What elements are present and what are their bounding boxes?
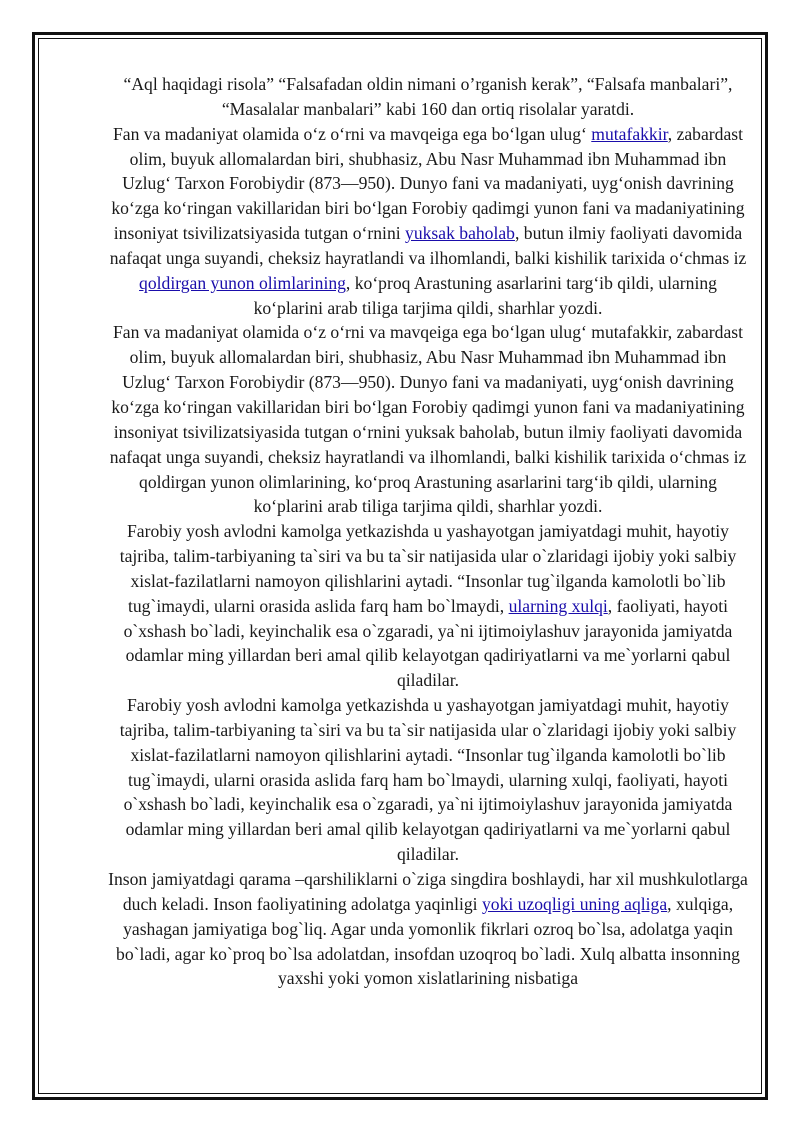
- document-body: [108, 72, 748, 991]
- paragraph-1: [108, 72, 748, 122]
- text-span: Inson jamiyatdagi qarama –qarshiliklarni o`ziga singdira boshlaydi, har xil mushkulotlarga duch keladi. Inson faoliyatining adolatga yaqinligi: [108, 869, 748, 914]
- text-span: , koʻproq Arastuning asarlarini targʻib qildi, ularning koʻplarini arab tiliga tarjima qildi, sharhlar yozdi.: [253, 272, 717, 318]
- text-span: Fan va madaniyat olamida oʻz oʻrni va mavqeiga ega boʻlgan ulugʻ mutafakkir, zabardast olim, buyuk allomalardan biri, shubhasiz, Abu Nasr Muhammad ibn Muhammad ibn Uzlugʻ Tarxon Forobiydir (873—950). Dunyo fani va madaniyati, uygʻonish davrining koʻzga koʻringan vakillaridan biri boʻlgan Forobiy qadimgi yunon fani va madaniyatining insoniyat tsivilizatsiyasida tutgan oʻrnini yuksak baholab, butun ilmiy faoliyati davomida nafaqat unga suyandi, cheksiz hayratlandi va ilhomlandi, balki kishilik tarixida oʻchmas iz qoldirgan yunon olimlarining, koʻproq Arastuning asarlarini targʻib qildi, ularning koʻplarini arab tiliga tarjima qildi, sharhlar yozdi.: [109, 322, 747, 517]
- text-span: Farobiy yosh avlodni kamolga yetkazishda u yashayotgan jamiyatdagi muhit, hayotiy tajriba, talim-tarbiyaning ta`siri va bu ta`sir natijasida ular o`zlaridagi ijobiy yoki salbiy xislat-fazilatlarni namoyon qilishlarini aytadi. “Insonlar tug`ilganda kamolotli bo`lib tug`imaydi, ularni orasida aslida farq ham bo`lmaydi, ularning xulqi, faoliyati, hayoti o`xshash bo`ladi, keyinchalik esa o`zgaradi, ya`ni ijtimoiylashuv jarayonida jamiyatda odamlar ming yillardan beri amal qilib kelayotgan qadiriyatlarni va me`yorlarni qabul qiladilar.: [119, 695, 737, 865]
- text-span: , xulqiga, yashagan jamiyatiga bog`liq. Agar unda yomonlik fikrlari ozroq bo`lsa, adolatga yaqin bo`ladi, agar ko`proq bo`lsa adolatdan, insofdan uzoqroq bo`ladi. Xulq albatta insonning yaxshi yoki yomon xislatlarining nisbatiga: [116, 893, 740, 989]
- paragraph-3: [108, 320, 748, 519]
- text-span: Farobiy yosh avlodni kamolga yetkazishda u yashayotgan jamiyatdagi muhit, hayotiy tajriba, talim-tarbiyaning ta`siri va bu ta`sir natijasida ular o`zlaridagi ijobiy yoki salbiy xislat-fazilatlarni namoyon qilishlarini aytadi. “Insonlar tug`ilganda kamolotli bo`lib tug`imaydi, ularni orasida aslida farq ham bo`lmaydi,: [119, 521, 737, 616]
- link-yoki-uzoqligi-uning-aqliga[interactable]: yoki uzoqligi uning aqliga: [481, 893, 668, 914]
- paragraph-5: [108, 693, 748, 867]
- text-span: Fan va madaniyat olamida oʻz oʻrni va mavqeiga ega boʻlgan ulugʻ: [112, 123, 592, 144]
- link-qoldirgan-yunon-olimlarining[interactable]: qoldirgan yunon olimlarining: [139, 272, 346, 293]
- text-span: , faoliyati, hayoti o`xshash bo`ladi, keyinchalik esa o`zgaradi, ya`ni ijtimoiylashuv jarayonida jamiyatda odamlar ming yillardan beri amal qilib kelayotgan qadiriyatlarni va me`yorlarni qabul qiladilar.: [123, 595, 733, 691]
- text-span: , butun ilmiy faoliyati davomida nafaqat unga suyandi, cheksiz hayratlandi va ilhomlandi, balki kishilik tarixida oʻchmas iz: [109, 223, 747, 268]
- link-ularning-xulqi[interactable]: ularning xulqi: [508, 595, 608, 616]
- paragraph-4: [108, 519, 748, 693]
- link-mutafakkir[interactable]: mutafakkir: [591, 123, 668, 144]
- link-yuksak-baholab[interactable]: yuksak baholab: [405, 223, 515, 244]
- text-span: “Aql haqidagi risola” “Falsafadan oldin nimani o’rganish kerak”, “Falsafa manbalari”, “Masalalar manbalari” kabi 160 dan ortiq risolalar yaratdi.: [123, 74, 733, 119]
- paragraph-6: [108, 867, 748, 991]
- paragraph-2: [108, 122, 748, 321]
- text-span: , zabardast olim, buyuk allomalardan biri, shubhasiz, Abu Nasr Muhammad ibn Muhammad ibn Uzlugʻ Tarxon Forobiydir (873—950). Dunyo fani va madaniyati, uygʻonish davrining koʻzga koʻringan vakillaridan biri boʻlgan Forobiy qadimgi yunon fani va madaniyatining insoniyat tsivilizatsiyasida tutgan oʻrnini: [111, 123, 745, 244]
